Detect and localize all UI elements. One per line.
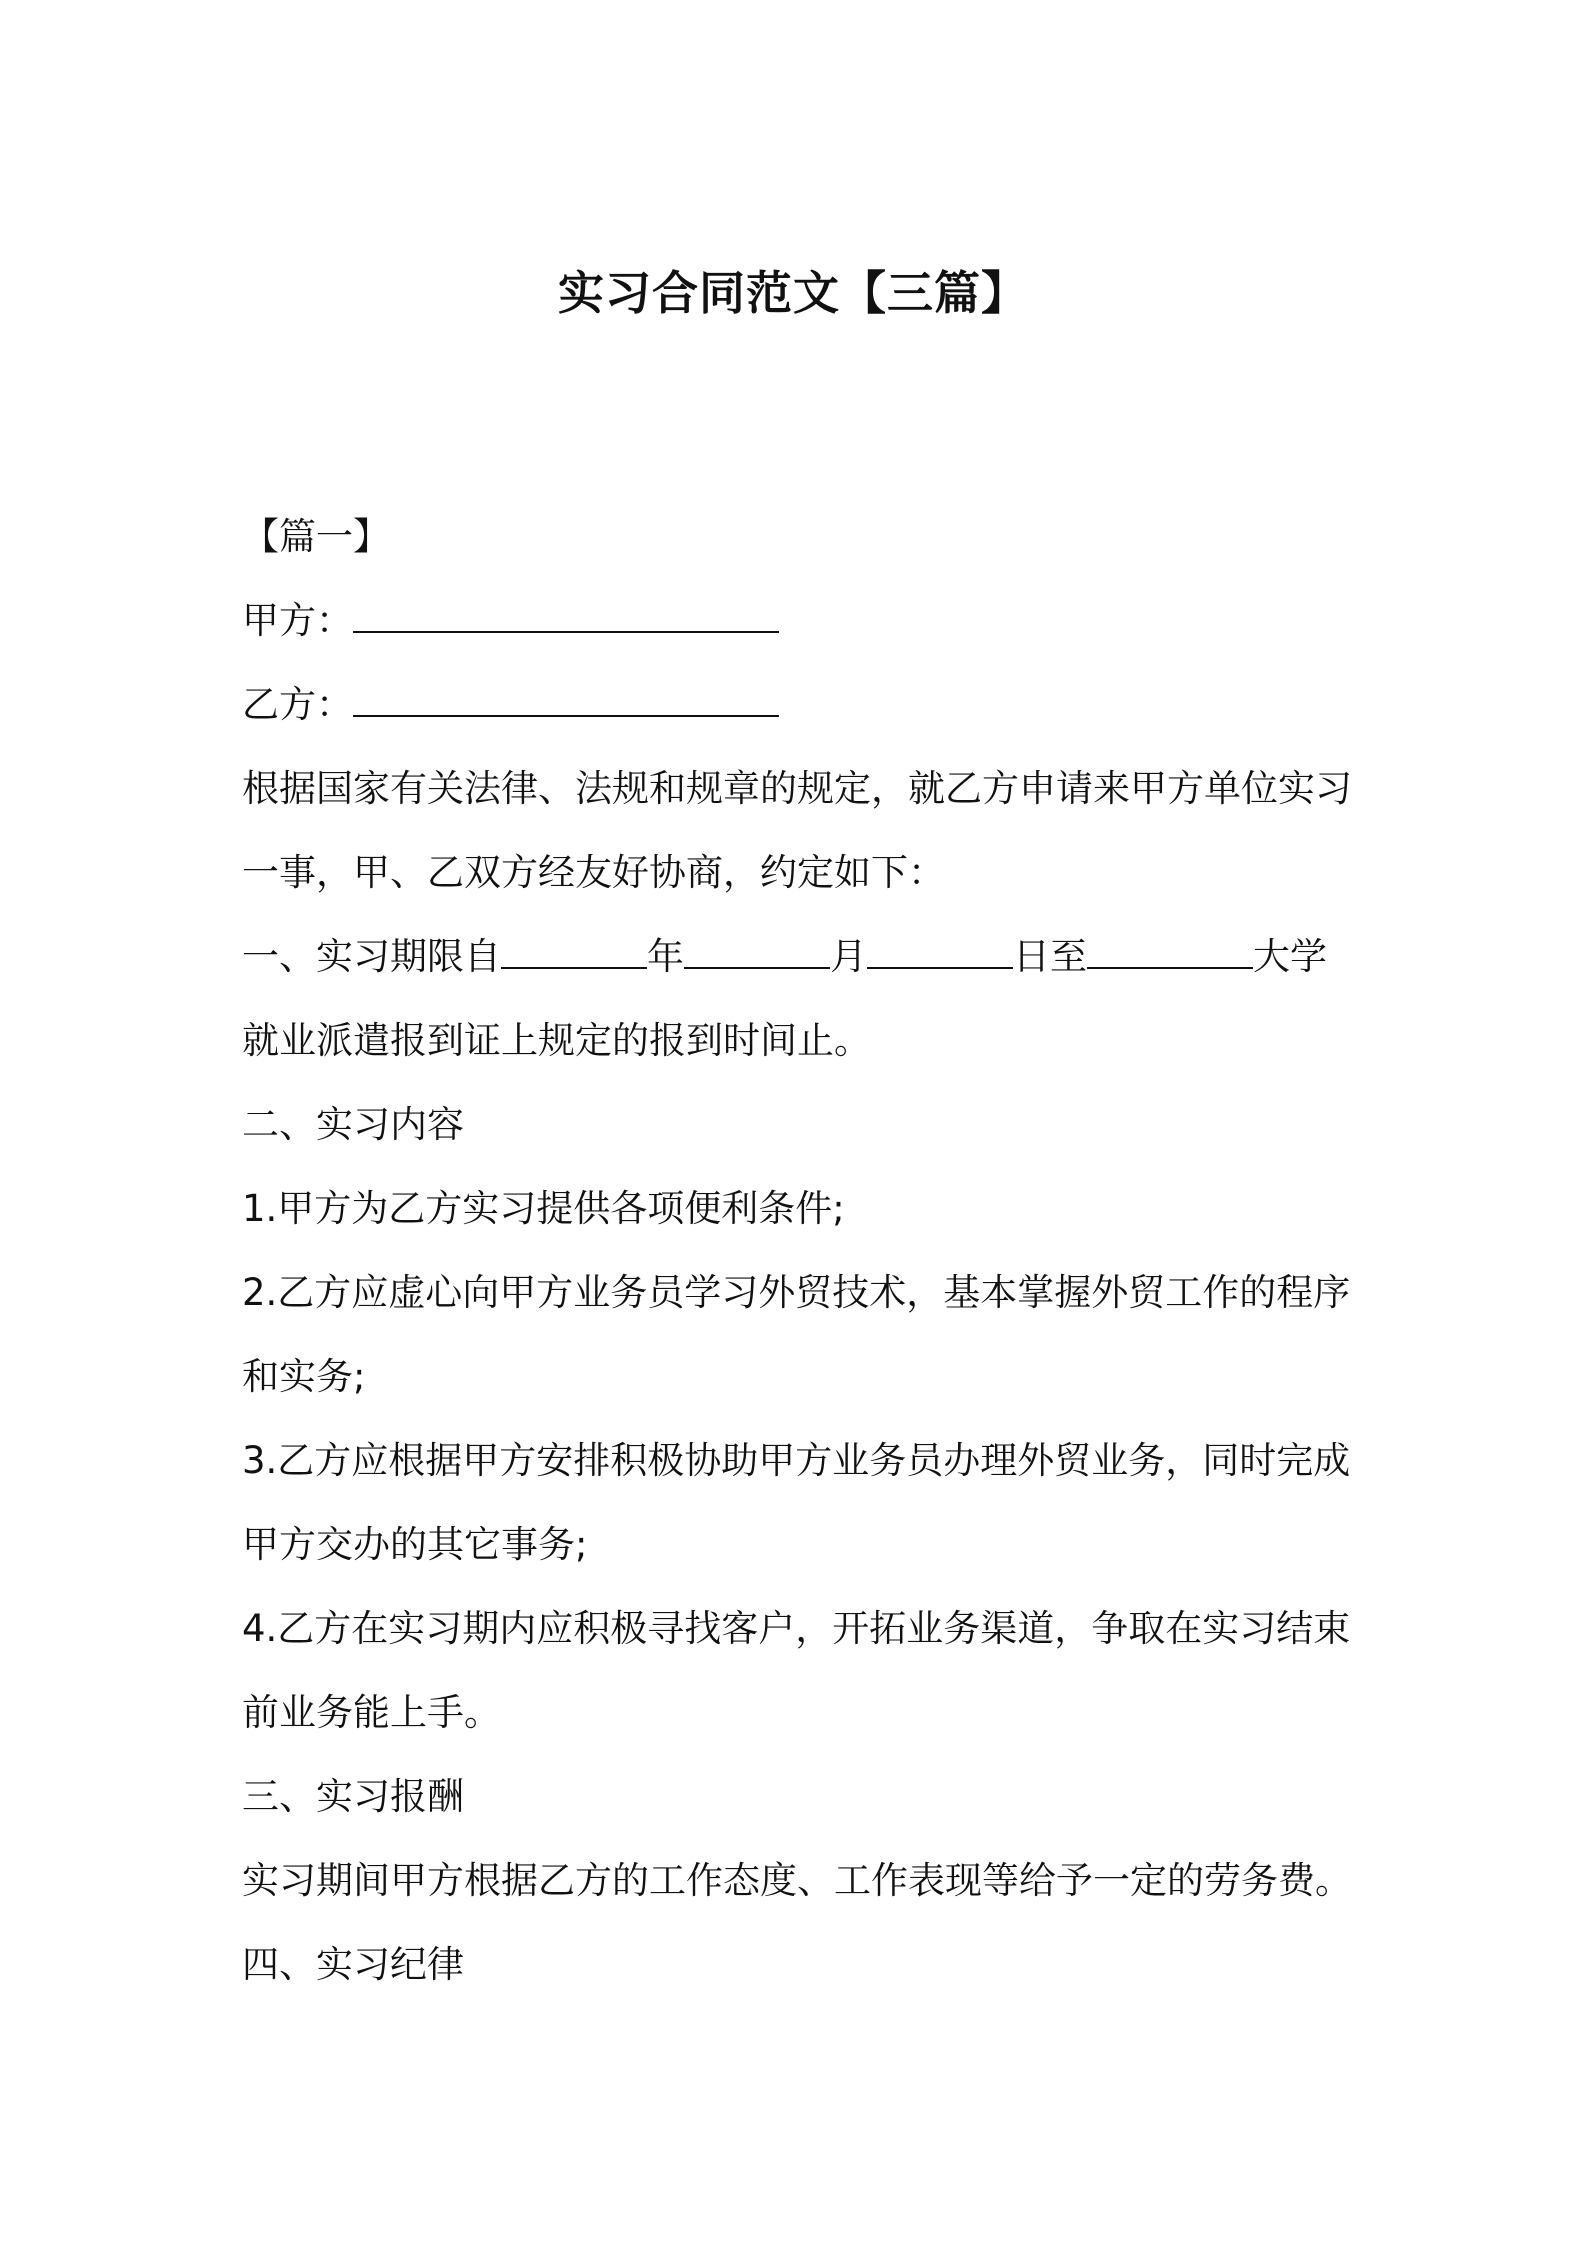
term-month: 月: [830, 935, 867, 978]
party-a-line: [242, 579, 1354, 663]
list-item: 4.乙方在实习期内应积极寻找客户，开拓业务渠道，争取在实习结束: [242, 1607, 1351, 1650]
party-a-label: 甲方：: [242, 599, 353, 642]
term-year: 年: [647, 935, 684, 978]
section-heading: 四、实习纪律: [242, 1943, 464, 1986]
university-blank: [1087, 937, 1253, 969]
party-a-blank: [353, 601, 779, 633]
month-blank: [684, 937, 830, 969]
party-b-line: [242, 663, 1354, 747]
document-title: 实习合同范文【三篇】: [558, 266, 1028, 320]
section-heading: 二、实习内容: [242, 1103, 464, 1146]
term-univ: 大学: [1253, 935, 1327, 978]
paragraph-line: 实习期间甲方根据乙方的工作态度、工作表现等给予一定的劳务费。: [242, 1859, 1352, 1902]
list-item-continued: 和实务;: [242, 1355, 366, 1398]
term-day-to: 日至: [1013, 935, 1087, 978]
party-b-blank: [353, 685, 779, 717]
list-item: 2.乙方应虚心向甲方业务员学习外贸技术，基本掌握外贸工作的程序: [242, 1271, 1351, 1314]
section-heading: 三、实习报酬: [242, 1775, 464, 1818]
day-blank: [867, 937, 1013, 969]
year-blank: [501, 937, 647, 969]
list-item: 3.乙方应根据甲方安排积极协助甲方业务员办理外贸业务，同时完成: [242, 1439, 1351, 1482]
list-item-continued: 前业务能上手。: [242, 1691, 501, 1734]
list-item-continued: 甲方交办的其它事务;: [242, 1523, 588, 1566]
paragraph-line: 就业派遣报到证上规定的报到时间止。: [242, 1019, 871, 1062]
term-line: [242, 915, 1354, 999]
document-body: [242, 495, 1354, 2007]
section-heading: 【篇一】: [242, 515, 390, 558]
party-b-label: 乙方：: [242, 683, 353, 726]
term-prefix: 一、实习期限自: [242, 935, 501, 978]
list-item: 1.甲方为乙方实习提供各项便利条件;: [242, 1187, 845, 1230]
paragraph-line: 一事，甲、乙双方经友好协商，约定如下：: [242, 851, 945, 894]
paragraph-line: 根据国家有关法律、法规和规章的规定，就乙方申请来甲方单位实习: [242, 767, 1352, 810]
